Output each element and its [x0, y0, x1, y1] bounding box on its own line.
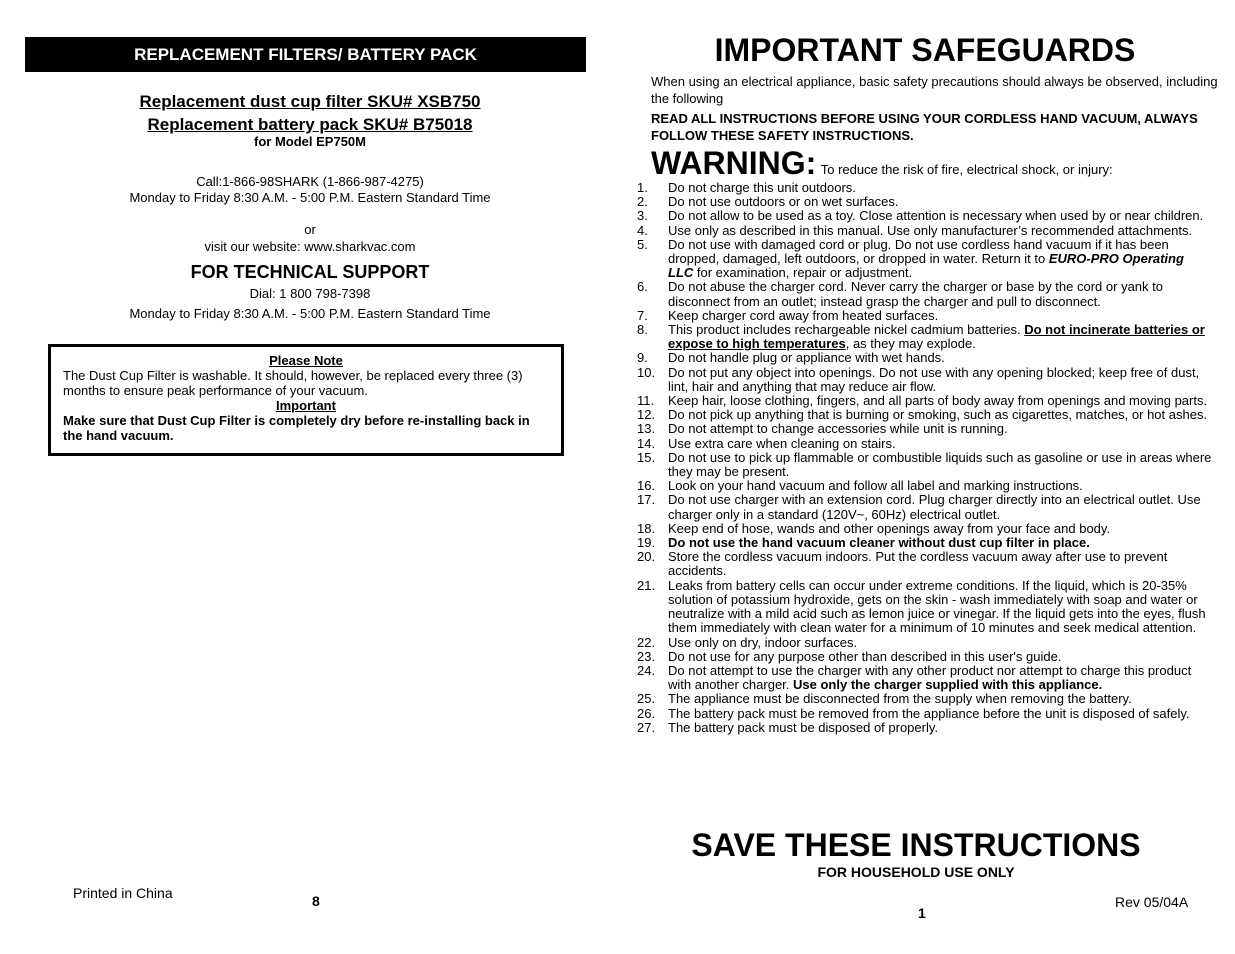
list-item-number: 6.	[637, 279, 648, 295]
list-item	[637, 422, 1212, 436]
read-all-text: READ ALL INSTRUCTIONS BEFORE USING YOUR CORDLESS HAND VACUUM, ALWAYS FOLLOW THESE SAFETY INSTRUCTIONS.	[651, 111, 1198, 143]
list-item-number: 1.	[637, 180, 648, 195]
list-item	[637, 408, 1212, 422]
list-item	[637, 280, 1212, 308]
warning-text: To reduce the risk of fire, electrical shock, or injury:	[820, 162, 1113, 177]
list-item-text: Store the cordless vacuum indoors. Put the cordless vacuum away after use to prevent accidents.	[668, 549, 1168, 579]
important-heading: Important	[276, 398, 336, 413]
tech-support-heading: FOR TECHNICAL SUPPORT	[190, 262, 430, 282]
list-item-text: Use extra care when cleaning on stairs.	[668, 435, 896, 451]
list-item	[637, 181, 1212, 195]
list-item	[637, 323, 1212, 351]
list-item-number: 4.	[637, 222, 648, 238]
list-item-number: 20.	[637, 549, 656, 565]
list-item-text: Do not attempt to use the charger with any other product nor attempt to charge this product with another charger.	[668, 662, 1192, 693]
list-item-text: This product includes rechargeable nickel cadmium batteries.	[668, 322, 1025, 338]
list-item	[637, 224, 1212, 238]
list-item	[637, 351, 1212, 365]
list-item	[637, 209, 1212, 223]
list-item	[637, 636, 1212, 650]
household-text: FOR HOUSEHOLD USE ONLY	[817, 864, 1015, 880]
list-item-text: Do not put any object into openings. Do not use with any opening blocked; keep free of dust, lint, hair and anything that may reduce air flow.	[668, 364, 1200, 394]
list-item-text: The battery pack must be disposed of properly.	[668, 719, 939, 735]
call-text: Call:1-866-98SHARK (1-866-987-4275)	[196, 174, 424, 189]
list-item	[637, 579, 1212, 636]
list-item	[637, 451, 1212, 479]
hours-text: Monday to Friday 8:30 A.M. - 5:00 P.M. Eastern Standard Time	[129, 190, 491, 205]
list-item	[637, 664, 1212, 692]
list-item-text: Do not allow to be used as a toy. Close attention is necessary when used by or near children.	[668, 208, 1204, 224]
list-item-tail: , as they may explode.	[845, 336, 976, 352]
or-text: or	[304, 222, 316, 237]
warning-word: WARNING:	[651, 145, 817, 181]
list-item-number: 23.	[637, 648, 656, 664]
list-item-text: Do not charge this unit outdoors.	[668, 180, 856, 195]
list-item-number: 15.	[637, 449, 656, 465]
list-item-number: 18.	[637, 520, 656, 536]
list-item	[637, 650, 1212, 664]
list-item	[637, 479, 1212, 493]
list-item-number: 10.	[637, 364, 656, 380]
printed-in: Printed in China	[73, 885, 173, 901]
list-item-text: Keep end of hose, wands and other openings away from your face and body.	[668, 520, 1111, 536]
list-item	[637, 707, 1212, 721]
list-item-text: Keep hair, loose clothing, fingers, and all parts of body away from openings and moving parts.	[668, 393, 1208, 409]
list-item	[637, 493, 1212, 521]
list-item	[637, 721, 1212, 735]
list-item-number: 22.	[637, 634, 656, 650]
revision-text: Rev 05/04A	[1115, 894, 1189, 910]
note-heading: Please Note	[269, 353, 343, 368]
model-text: for Model EP750M	[254, 134, 366, 149]
list-item	[637, 437, 1212, 451]
list-item-number: 17.	[637, 492, 656, 508]
list-item-number: 25.	[637, 691, 656, 707]
note-box	[48, 344, 564, 456]
list-item-number: 27.	[637, 719, 656, 735]
website-text: visit our website: www.sharkvac.com	[204, 239, 416, 254]
list-item-text: Use only on dry, indoor surfaces.	[668, 634, 858, 650]
list-item-text: Look on your hand vacuum and follow all label and marking instructions.	[668, 478, 1083, 494]
intro-text: When using an electrical appliance, basic safety precautions should always be observed, including the following	[651, 74, 1218, 106]
list-item	[637, 195, 1212, 209]
page-number-left: 8	[312, 893, 320, 909]
list-item-text: The battery pack must be removed from the appliance before the unit is disposed of safely.	[668, 705, 1190, 721]
list-item-text: Do not use for any purpose other than described in this user's guide.	[668, 648, 1062, 664]
list-item-text: Do not use outdoors or on wet surfaces.	[668, 194, 899, 210]
list-item-number: 24.	[637, 662, 656, 678]
list-item	[637, 394, 1212, 408]
list-item-text: Do not use to pick up flammable or combustible liquids such as gasoline or use in areas where they may be present.	[668, 449, 1212, 480]
list-item-tail: for examination, repair or adjustment.	[693, 265, 913, 281]
list-item-number: 19.	[637, 535, 656, 551]
list-item-number: 5.	[637, 236, 648, 252]
dial-text: Dial: 1 800 798-7398	[249, 286, 371, 301]
list-item-text: Do not use charger with an extension cord. Plug charger directly into an electrical outlet. Use charger only in a standard (120V~, 60Hz) electrical outlet.	[668, 492, 1201, 522]
list-item-text: Do not handle plug or appliance with wet hands.	[668, 350, 945, 366]
list-item-emphasis: EURO-PRO Operating LLC	[668, 251, 1184, 281]
important-text: Make sure that Dust Cup Filter is completely dry before re-installing back in the hand vacuum.	[63, 413, 530, 443]
list-item-text: Do not attempt to change accessories while unit is running.	[668, 421, 1008, 437]
list-item-number: 9.	[637, 350, 648, 366]
list-item	[637, 550, 1212, 578]
list-item-warning: Do not incinerate batteries or expose to high temperatures	[668, 322, 1205, 352]
list-item-strong: Do not use the hand vacuum cleaner without dust cup filter in place.	[668, 535, 1090, 551]
list-item-strong: Use only the charger supplied with this appliance.	[793, 677, 1103, 693]
list-item-number: 8.	[637, 322, 648, 338]
list-item-text: Do not pick up anything that is burning or smoking, such as cigarettes, matches, or hot ashes.	[668, 407, 1208, 423]
note-text: The Dust Cup Filter is washable. It should, however, be replaced every three (3) months to ensure peak performance of your vacuum.	[63, 368, 523, 398]
list-item-number: 13.	[637, 421, 656, 437]
list-item	[637, 692, 1212, 706]
list-item-number: 16.	[637, 478, 656, 494]
list-item-text: Use only as described in this manual. Use only manufacturer’s recommended attachments.	[668, 222, 1193, 238]
list-item-number: 11.	[637, 393, 655, 409]
list-item	[637, 366, 1212, 394]
list-item-text: Keep charger cord away from heated surfaces.	[668, 307, 939, 323]
list-item-number: 2.	[637, 194, 648, 210]
list-item-number: 21.	[637, 577, 656, 593]
sku-battery: Replacement battery pack SKU# B75018	[147, 115, 473, 134]
page-title: IMPORTANT SAFEGUARDS	[714, 32, 1136, 68]
list-item-number: 26.	[637, 705, 656, 721]
list-item	[637, 522, 1212, 536]
list-item-text: Do not use with damaged cord or plug. Do not use cordless hand vacuum if it has been dropped, damaged, left outdoors, or dropped in water. Return it to	[668, 236, 1169, 267]
safeguards-list	[637, 181, 1212, 735]
tech-hours-text: Monday to Friday 8:30 A.M. - 5:00 P.M. Eastern Standard Time	[129, 306, 491, 321]
warning-line	[651, 145, 1231, 181]
list-item-number: 14.	[637, 435, 656, 451]
page-number-right: 1	[918, 905, 926, 921]
list-item	[637, 536, 1212, 550]
list-item	[637, 309, 1212, 323]
save-instructions-title: SAVE THESE INSTRUCTIONS	[691, 827, 1141, 863]
list-item-text: Do not abuse the charger cord. Never carry the charger or base by the cord or yank to disconnect from an outlet; instead grasp the charger and pull to disconnect.	[668, 279, 1163, 309]
list-item	[637, 238, 1212, 281]
list-item-number: 7.	[637, 307, 648, 323]
list-item-number: 12.	[637, 407, 656, 423]
list-item-number: 3.	[637, 208, 648, 224]
list-item-text: The appliance must be disconnected from the supply when removing the battery.	[668, 691, 1132, 707]
sku-filter: Replacement dust cup filter SKU# XSB750	[139, 92, 481, 111]
replacement-banner: REPLACEMENT FILTERS/ BATTERY PACK	[25, 37, 586, 72]
list-item-text: Leaks from battery cells can occur under extreme conditions. If the liquid, which is 20-35% solution of potassium hydroxide, gets on the skin - wash immediately with soap and water or neutralize with a mild acid such as lemon juice or vinegar. If the liquid gets into the eyes, flush them immediately with clean water for a minimum of 10 minutes and seek medical attention.	[668, 577, 1206, 636]
